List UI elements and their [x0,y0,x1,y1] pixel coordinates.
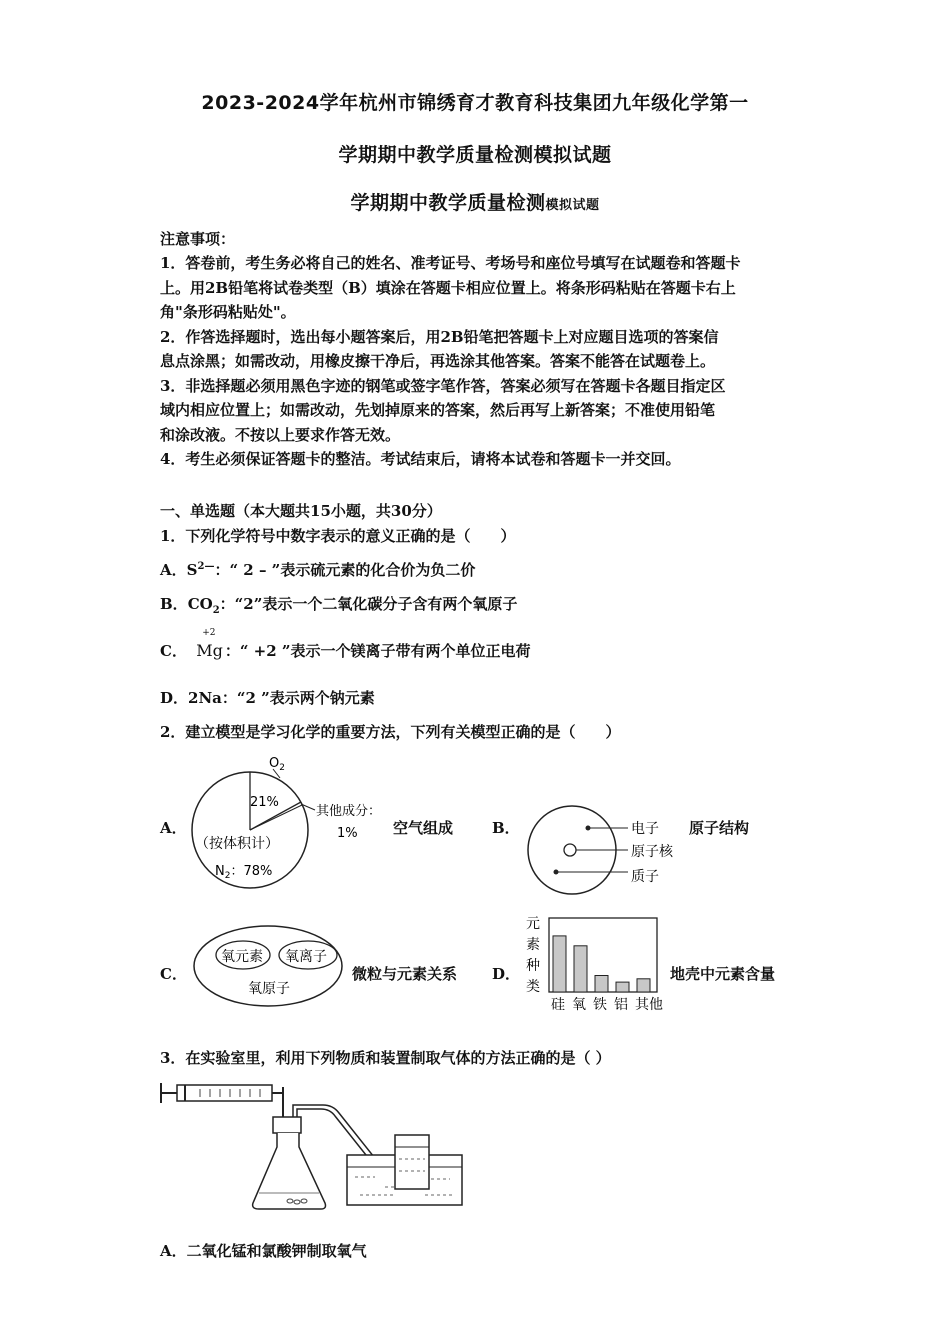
atom-nucleus-label: 原子核 [631,844,673,860]
bar-其他 [637,979,650,992]
bar-硅 [553,936,566,992]
notice-line: 和涂改液。不按以上要求作答无效。 [160,425,401,444]
notice-line: 3．非选择题必须用黑色字迹的钢笔或签字笔作答，答案必须写在答题卡各题目指定区 [160,376,726,395]
nucleus-circle [564,844,576,856]
conical-flask [253,1117,326,1209]
notice-line: 息点涂黑；如需改动，用橡皮擦干净后，再选涂其他答案。答案不能答在试题卷上。 [160,352,716,370]
q3-stem: 3．在实验室里，利用下列物质和装置制取气体的方法正确的是（ ） [160,1049,611,1067]
c-element-label: 氧元素 [221,949,263,965]
notice-line: 角"条形码粘贴处"。 [160,303,296,321]
q1-a-symbol: S [186,561,198,579]
electron-dot [586,826,591,831]
q1-option-a [160,559,475,580]
q1-option-b [160,593,517,616]
q1-option-c [160,628,531,661]
q1-b-sub: 2 [212,605,220,616]
page-title-line1: 2023-2024学年杭州市锦绣育才教育科技集团九年级化学第一 [201,92,749,114]
q2-b-caption: 原子结构 [689,819,750,837]
q2-c-caption: 微粒与元素关系 [352,965,458,983]
syringe [161,1083,283,1135]
q1-c-label: C． [160,642,187,660]
chart-tick-labels [551,996,663,1013]
page-title-line2: 学期期中教学质量检测模拟试题 [338,144,612,166]
q1-d-label: D． [160,689,189,707]
tick-label-氧: 氧 [572,997,586,1013]
q1-b-text: ：“2”表示一个二氧化碳分子含有两个氧原子 [219,595,518,613]
notice-line: 域内相应位置上；如需改动，先划掉原来的答案，然后再写上新答案；不准使用铅笔 [160,401,716,419]
q1-a-label: A． [160,561,187,579]
chart-bars [553,936,650,992]
notice-line: 2．作答选择题时，选出每小题答案后，用2B铅笔把答题卡上对应题目选项的答案信 [160,327,719,346]
pie-n2-label: $N_2$：78% [215,864,273,881]
notice-block [160,251,810,472]
q3-a-text: 二氧化锰和氯酸钾制取氧气 [186,1242,367,1260]
collecting-bottle [395,1135,429,1189]
q1-c-over: +2 [202,628,216,638]
q1-c-text: ：“ +2 ”表示一个镁离子带有两个单位正电荷 [224,642,531,660]
q1-c-symbol-wrap [196,628,223,660]
gas-apparatus-diagram [155,1075,475,1215]
q1-b-label: B． [160,595,188,613]
tick-label-其他: 其他 [635,997,663,1013]
pie-o2-label: $O_2$ [269,756,285,773]
q2-b-label: B． [492,819,520,837]
q1-b-symbol: CO [187,595,213,613]
chart-ylabel-char: 元 [526,916,540,932]
pie-other-value: 1% [337,826,358,841]
bar-铁 [595,976,608,993]
chart-ylabel-char: 类 [526,979,540,995]
q2-d-caption: 地壳中元素含量 [670,965,776,983]
q1-stem: 1．下列化学符号中数字表示的意义正确的是（ ） [160,527,516,545]
air-composition-pie [185,750,400,900]
q2-stem: 2．建立模型是学习化学的重要方法，下列有关模型正确的是（ ） [160,723,621,741]
chart-ylabel-char: 素 [526,937,540,953]
bar-氧 [574,946,587,992]
pie-volume-note: （按体积计） [195,836,279,852]
bar-铝 [616,982,629,992]
q2-a-label: A． [160,819,187,837]
q3-a-label: A． [160,1242,187,1260]
q1-d-text: 2Na：“2 ”表示两个钠元素 [188,689,375,707]
tick-label-硅: 硅 [551,997,565,1013]
q2-d-label: D． [492,965,521,983]
subtitle-small: 模拟试题 [545,198,600,213]
q2-c-label: C． [160,965,187,983]
q3-option-a [160,1240,367,1261]
chart-ylabel-char: 种 [526,958,540,974]
q1-c-symbol: Mg [196,641,223,660]
atom-proton-label: 质子 [631,869,659,885]
proton-dot [554,870,559,875]
particle-element-diagram [190,920,350,1010]
notice-line: 1．答卷前，考生务必将自己的姓名、准考证号、考场号和座位号填写在试题卷和答题卡 [160,254,741,272]
c-ion-label: 氧离子 [285,949,327,965]
pie-other-label: 其他成分： [316,804,382,819]
tick-label-铝: 铝 [614,997,628,1013]
atom-electron-label: 电子 [631,821,659,837]
q2-a-caption: 空气组成 [393,819,454,837]
q1-option-d [160,687,375,708]
page-subtitle [0,188,950,215]
crust-element-chart [520,908,670,1013]
atom-structure-diagram [520,800,690,900]
subtitle-main: 学期期中教学质量检测 [350,192,546,214]
notice-line: 4．考生必须保证答题卡的整洁。考试结束后，请将本试卷和答题卡一并交回。 [160,450,681,468]
notice-heading: 注意事项： [160,230,236,248]
c-atom-label: 氧原子 [248,981,290,997]
pie-o2-value: 21% [250,795,279,810]
q1-a-sup: 2— [197,561,215,572]
notice-line: 上。用2B铅笔将试卷类型（B）填涂在答题卡相应位置上。将条形码粘贴在答题卡右上 [160,278,736,297]
section-heading: 一、单选题（本大题共15小题，共30分） [160,502,442,520]
q1-a-text: ：“ 2 – ”表示硫元素的化合价为负二价 [214,561,476,579]
tick-label-铁: 铁 [593,997,607,1013]
